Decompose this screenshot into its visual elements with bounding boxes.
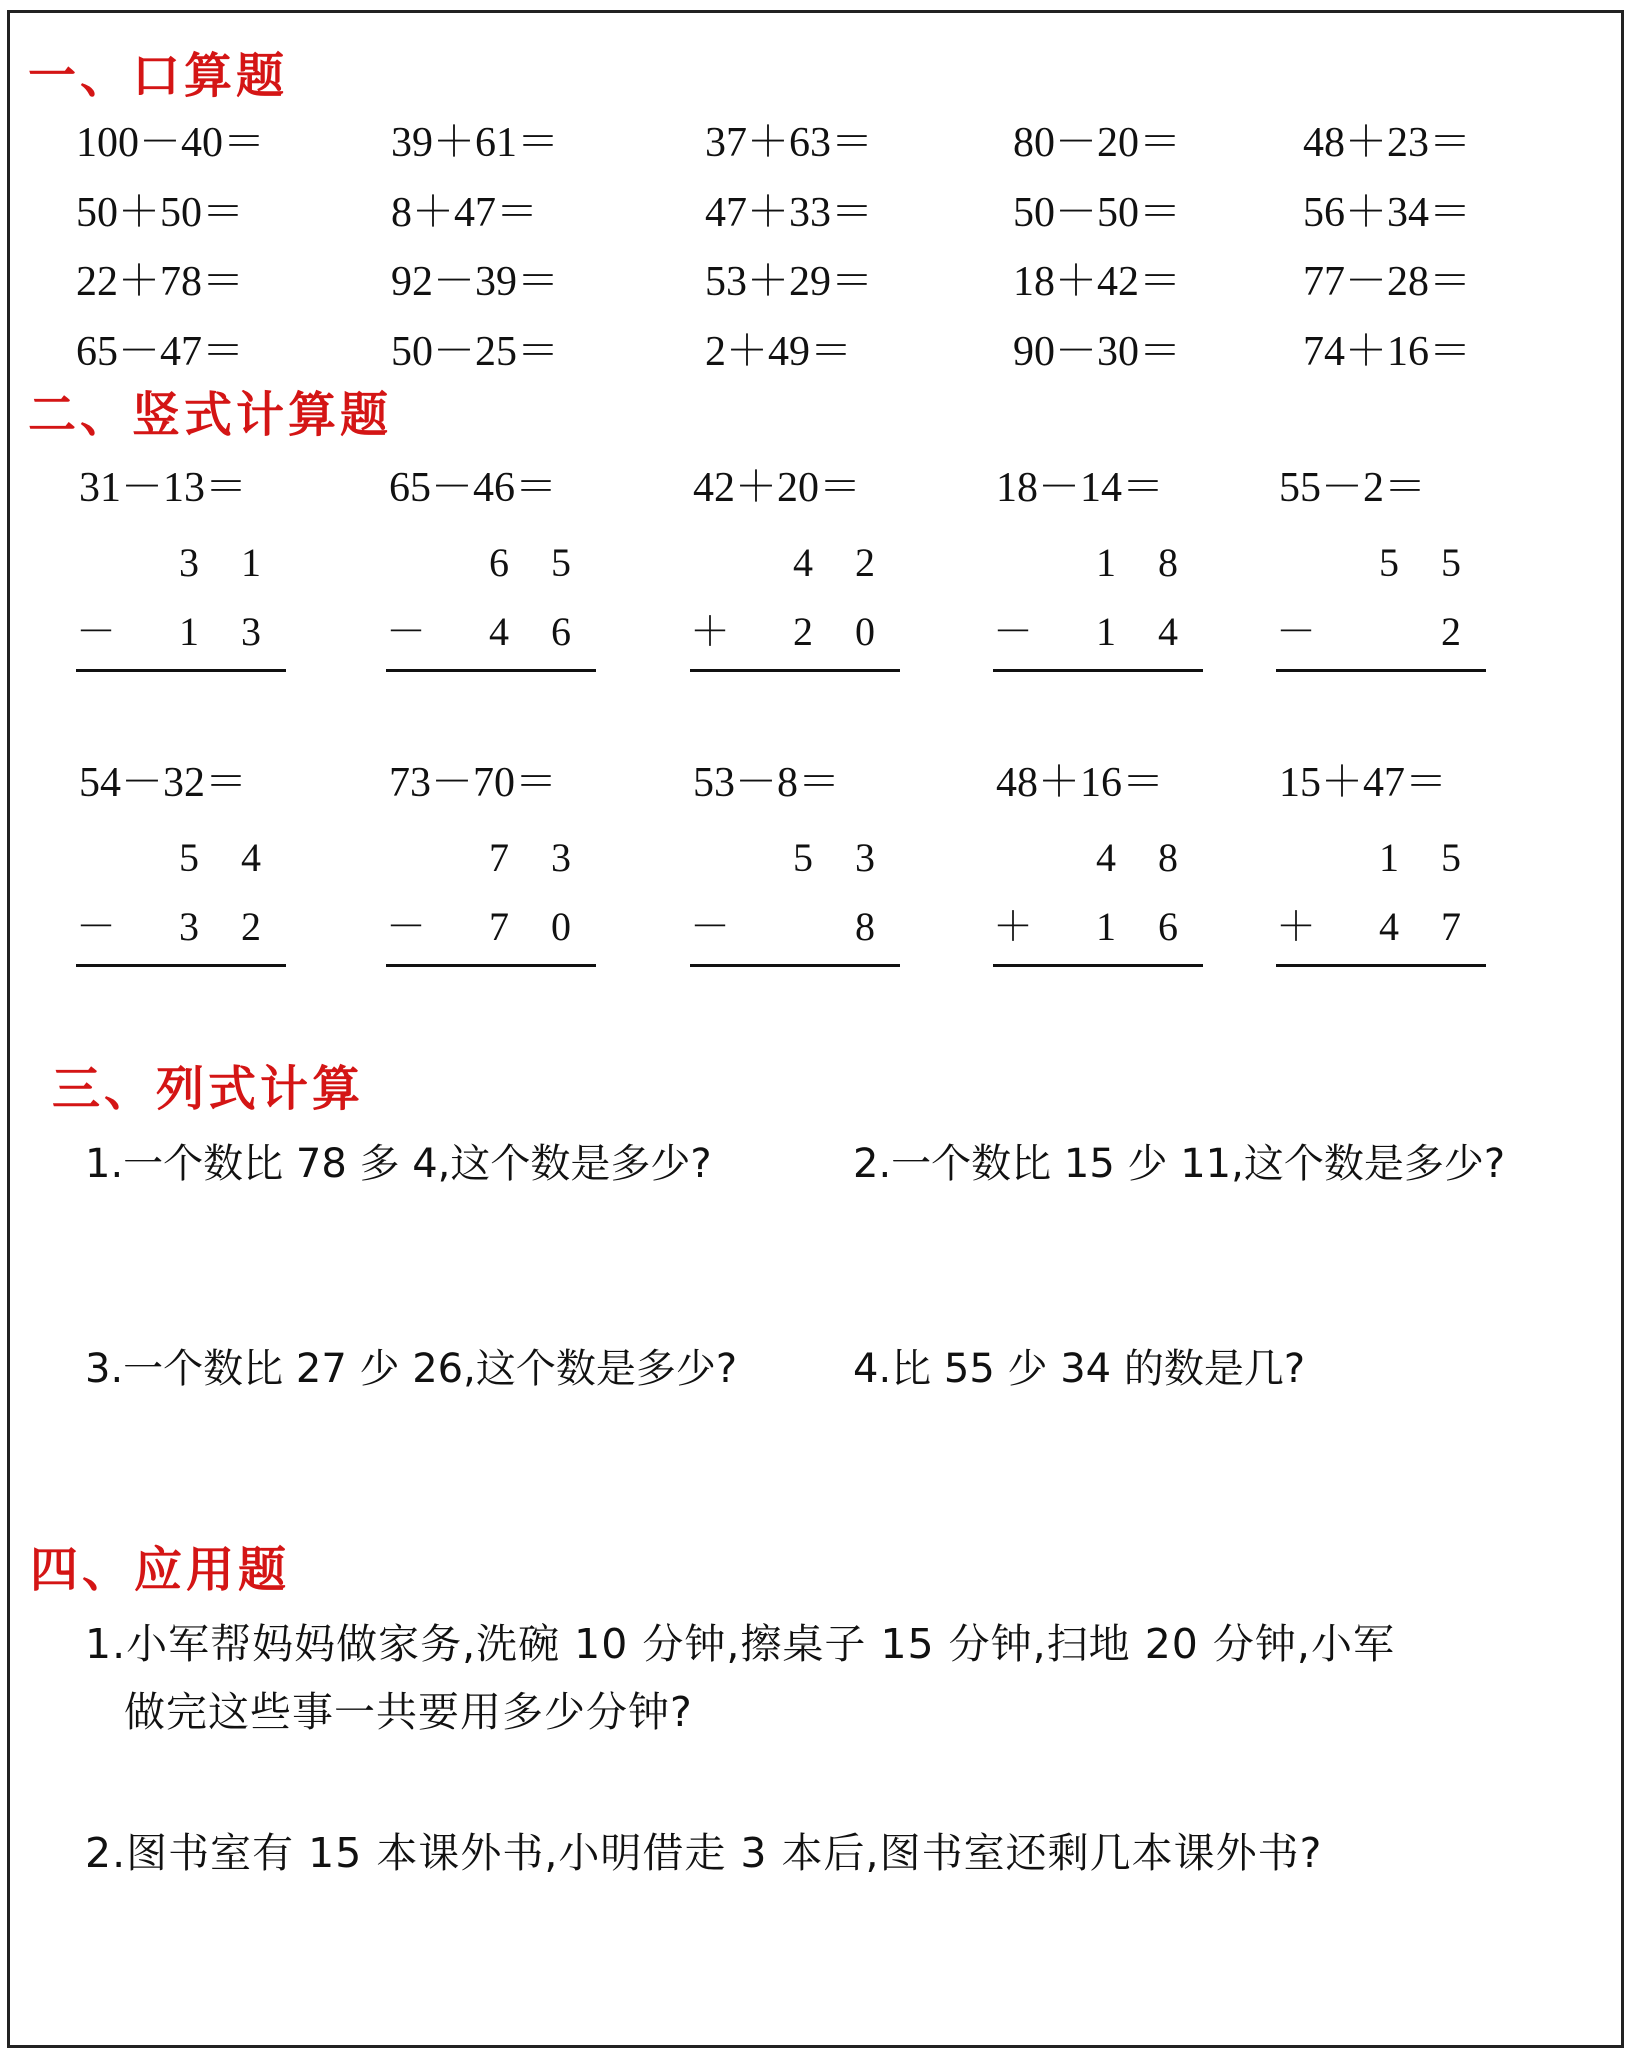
vertical-calc-top-row (1276, 836, 1486, 880)
digit: 2 (1441, 609, 1461, 654)
mental-math-item: 77－28＝ (1303, 259, 1472, 305)
equation-question-3: 3.一个数比 27 少 26,这个数是多少? (85, 1346, 738, 1392)
answer-line (993, 669, 1203, 672)
vertical-calc-block (1276, 822, 1486, 1002)
vertical-calc-bottom-row (1276, 905, 1486, 949)
vertical-calc-top-row (690, 836, 900, 880)
vertical-calc-bottom-row (690, 905, 900, 949)
digit: 3 (551, 835, 571, 880)
operator-sign: － (76, 904, 116, 949)
operator-sign: ＋ (690, 609, 730, 654)
digit: 6 (551, 609, 571, 654)
mental-math-item: 50－50＝ (1013, 190, 1182, 236)
operator-sign: － (386, 904, 426, 949)
vertical-calc-block (1276, 527, 1486, 707)
digit: 2 (793, 609, 813, 654)
digit: 3 (241, 609, 261, 654)
vertical-calc-bottom-row (993, 905, 1203, 949)
answer-line (690, 964, 900, 967)
digit: 1 (1096, 609, 1116, 654)
equation-question-4: 4.比 55 少 34 的数是几? (853, 1346, 1306, 1392)
vertical-calc-block (386, 822, 596, 1002)
digit: 3 (855, 835, 875, 880)
digit: 0 (551, 904, 571, 949)
digit: 7 (489, 904, 509, 949)
equation-question-2: 2.一个数比 15 少 11,这个数是多少? (853, 1141, 1506, 1187)
mental-math-item: 74＋16＝ (1303, 329, 1472, 375)
vertical-calc-equation: 73－70＝ (389, 760, 558, 806)
vertical-calc-equation: 31－13＝ (79, 465, 248, 511)
vertical-calc-equation: 48＋16＝ (996, 760, 1165, 806)
digit: 5 (551, 540, 571, 585)
mental-math-item: 2＋49＝ (705, 329, 853, 375)
vertical-calc-block (993, 822, 1203, 1002)
digit: 2 (855, 540, 875, 585)
vertical-calc-bottom-row (386, 905, 596, 949)
mental-math-item: 37＋63＝ (705, 120, 874, 166)
digit: 4 (241, 835, 261, 880)
operator-sign: － (386, 609, 426, 654)
digit: 6 (489, 540, 509, 585)
operator-sign: ＋ (1276, 904, 1316, 949)
vertical-calc-top-row (386, 541, 596, 585)
mental-math-item: 100－40＝ (76, 120, 266, 166)
vertical-calc-bottom-row (1276, 610, 1486, 654)
mental-math-item: 8＋47＝ (391, 190, 539, 236)
word-problem-2: 2.图书室有 15 本课外书,小明借走 3 本后,图书室还剩几本课外书? (85, 1829, 1323, 1877)
digit: 7 (489, 835, 509, 880)
worksheet-border (7, 10, 1624, 2048)
vertical-calc-equation: 53－8＝ (693, 760, 841, 806)
vertical-calc-block (76, 822, 286, 1002)
section-3-title: 三、列式计算 (52, 1061, 365, 1117)
vertical-calc-top-row (993, 836, 1203, 880)
digit: 1 (179, 609, 199, 654)
vertical-calc-bottom-row (76, 610, 286, 654)
vertical-calc-top-row (690, 541, 900, 585)
digit: 8 (1158, 835, 1178, 880)
vertical-calc-block (690, 822, 900, 1002)
mental-math-item: 18＋42＝ (1013, 259, 1182, 305)
digit: 4 (793, 540, 813, 585)
answer-line (386, 964, 596, 967)
digit: 1 (241, 540, 261, 585)
mental-math-item: 22＋78＝ (76, 259, 245, 305)
vertical-calc-equation: 54－32＝ (79, 760, 248, 806)
vertical-calc-equation: 42＋20＝ (693, 465, 862, 511)
word-problem-1-line-1: 1.小军帮妈妈做家务,洗碗 10 分钟,擦桌子 15 分钟,扫地 20 分钟,小军 (85, 1620, 1395, 1668)
answer-line (76, 964, 286, 967)
mental-math-item: 90－30＝ (1013, 329, 1182, 375)
equation-question-1: 1.一个数比 78 多 4,这个数是多少? (85, 1141, 712, 1187)
mental-math-item: 65－47＝ (76, 329, 245, 375)
vertical-calc-top-row (76, 541, 286, 585)
answer-line (1276, 964, 1486, 967)
vertical-calc-equation: 65－46＝ (389, 465, 558, 511)
answer-line (386, 669, 596, 672)
section-1-title: 一、口算题 (28, 48, 289, 104)
digit: 4 (1379, 904, 1399, 949)
digit: 5 (1441, 835, 1461, 880)
digit: 8 (1158, 540, 1178, 585)
vertical-calc-bottom-row (690, 610, 900, 654)
vertical-calc-top-row (993, 541, 1203, 585)
vertical-calc-top-row (76, 836, 286, 880)
digit: 6 (1158, 904, 1178, 949)
operator-sign: － (1276, 609, 1316, 654)
mental-math-item: 56＋34＝ (1303, 190, 1472, 236)
mental-math-item: 47＋33＝ (705, 190, 874, 236)
digit: 5 (793, 835, 813, 880)
mental-math-item: 39＋61＝ (391, 120, 560, 166)
section-4-title: 四、应用题 (30, 1542, 291, 1598)
operator-sign: － (690, 904, 730, 949)
mental-math-item: 48＋23＝ (1303, 120, 1472, 166)
word-problem-1-line-2: 做完这些事一共要用多少分钟? (124, 1688, 693, 1736)
digit: 4 (489, 609, 509, 654)
vertical-calc-bottom-row (386, 610, 596, 654)
answer-line (1276, 669, 1486, 672)
digit: 8 (855, 904, 875, 949)
digit: 5 (1379, 540, 1399, 585)
mental-math-item: 80－20＝ (1013, 120, 1182, 166)
digit: 5 (1441, 540, 1461, 585)
mental-math-item: 53＋29＝ (705, 259, 874, 305)
vertical-calc-top-row (386, 836, 596, 880)
digit: 1 (1096, 904, 1116, 949)
mental-math-item: 92－39＝ (391, 259, 560, 305)
digit: 3 (179, 904, 199, 949)
vertical-calc-top-row (1276, 541, 1486, 585)
vertical-calc-block (386, 527, 596, 707)
digit: 3 (179, 540, 199, 585)
vertical-calc-equation: 15＋47＝ (1279, 760, 1448, 806)
operator-sign: － (76, 609, 116, 654)
vertical-calc-equation: 55－2＝ (1279, 465, 1427, 511)
digit: 0 (855, 609, 875, 654)
answer-line (76, 669, 286, 672)
vertical-calc-equation: 18－14＝ (996, 465, 1165, 511)
mental-math-item: 50－25＝ (391, 329, 560, 375)
answer-line (690, 669, 900, 672)
digit: 1 (1096, 540, 1116, 585)
digit: 4 (1158, 609, 1178, 654)
vertical-calc-bottom-row (76, 905, 286, 949)
digit: 1 (1379, 835, 1399, 880)
digit: 2 (241, 904, 261, 949)
vertical-calc-block (690, 527, 900, 707)
digit: 5 (179, 835, 199, 880)
vertical-calc-block (76, 527, 286, 707)
answer-line (993, 964, 1203, 967)
section-2-title: 二、竖式计算题 (28, 387, 393, 443)
digit: 4 (1096, 835, 1116, 880)
digit: 7 (1441, 904, 1461, 949)
operator-sign: － (993, 609, 1033, 654)
mental-math-item: 50＋50＝ (76, 190, 245, 236)
vertical-calc-bottom-row (993, 610, 1203, 654)
operator-sign: ＋ (993, 904, 1033, 949)
vertical-calc-block (993, 527, 1203, 707)
